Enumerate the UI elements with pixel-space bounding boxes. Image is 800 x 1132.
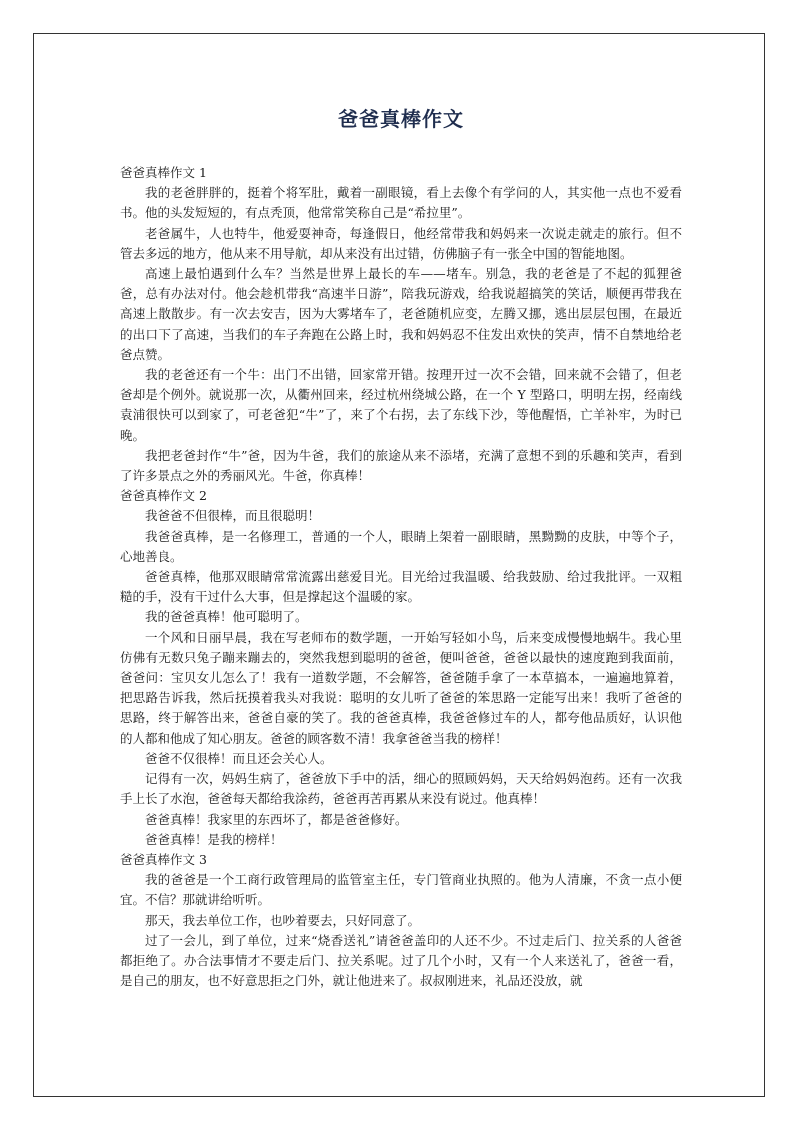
article-heading: 爸爸真棒作文 2: [120, 488, 207, 504]
paragraph: 高速上最怕遇到什么车？当然是世界上最长的车——堵车。别急，我的老爸是了不起的狐狸爸爸，总有办法对付。他会趁机带我“高速半日游”，陪我玩游戏，给我说超搞笑的笑话，顺便再带我在高速上散散步。有一次去安吉，因为大雾堵车了，老爸随机应变，左腾又挪，逃出层层包围，在最近的出口下了高速，当我们的车子奔跑在公路上时，我和妈妈忍不住发出欢快的笑声，情不自禁地给老爸点赞。: [120, 266, 682, 362]
paragraph: 记得有一次，妈妈生病了，爸爸放下手中的活，细心的照顾妈妈，天天给妈妈泡药。还有一次我手上长了水泡，爸爸每天都给我涂药，爸爸再苦再累从来没有说过。他真棒！: [120, 771, 682, 807]
paragraph: 我的爸爸是一个工商行政管理局的监管室主任，专门管商业执照的。他为人清廉，不贪一点小便宜。不信？那就讲给听听。: [120, 872, 682, 908]
paragraph: 爸爸真棒！我家里的东西坏了，都是爸爸修好。: [145, 811, 408, 827]
paragraph: 我的老爸还有一个牛：出门不出错，回家常开错。按理开过一次不会错，回来就不会错了，但老爸却是个例外。就说那一次，从衢州回来，经过杭州绕城公路，在一个 Y 型路口，明明左拐，经南线袁浦很快可以到家了，可老爸犯“牛”了，来了个右拐，去了东线下沙，等他醒悟，亡羊补牢，为时已晚。: [120, 367, 682, 443]
paragraph: 那天，我去单位工作，也吵着要去，只好同意了。: [145, 912, 421, 928]
paragraph: 我爸爸真棒，是一名修理工，普通的一个人，眼睛上架着一副眼睛，黑黝黝的皮肤，中等个子，心地善良。: [120, 528, 682, 564]
paragraph: 我的老爸胖胖的，挺着个将军肚，戴着一副眼镜，看上去像个有学问的人，其实他一点也不爱看书。他的头发短短的，有点秃顶，他常常笑称自己是“希拉里”。: [120, 185, 682, 221]
article-2: [120, 486, 682, 850]
document-title: 爸爸真棒作文: [338, 107, 464, 131]
article-heading: 爸爸真棒作文 3: [120, 851, 207, 867]
article-1: [120, 163, 682, 486]
article-heading: 爸爸真棒作文 1: [120, 165, 207, 180]
paragraph: 老爸属牛，人也特牛，他爱耍神奇，每逢假日，他经常带我和妈妈来一次说走就走的旅行。但不管去多远的地方，他从来不用导航，却从来没有出过错，仿佛脑子有一张全中国的智能地图。: [120, 225, 682, 261]
document-body: [120, 163, 682, 991]
paragraph: 我把老爸封作“牛”爸，因为牛爸，我们的旅途从来不添堵，充满了意想不到的乐趣和笑声，看到了许多景点之外的秀丽风光。牛爸，你真棒！: [120, 447, 682, 484]
paragraph: 爸爸真棒！是我的榜样！: [145, 831, 283, 847]
paragraph: 过了一会儿，到了单位，过来“烧香送礼”请爸爸盖印的人还不少。不过走后门、拉关系的人爸爸都拒绝了。办合法事情才不要走后门、拉关系呢。过了几个小时，又有一个人来送礼了，爸爸一看，是自己的朋友，也不好意思拒之门外，就让他进来了。叔叔刚进来，礼品还没放，就: [120, 932, 682, 989]
paragraph: 我的爸爸真棒！他可聪明了。: [145, 609, 308, 625]
article-3: [120, 850, 682, 991]
paragraph: 爸爸真棒，他那双眼睛常常流露出慈爱目光。目光给过我温暖、给我鼓励、给过我批评。一双粗糙的手，没有干过什么大事，但是撑起这个温暖的家。: [120, 569, 682, 605]
paragraph: 我爸爸不但很棒，而且很聪明！: [145, 508, 321, 524]
paragraph: 爸爸不仅很棒！而且还会关心人。: [145, 750, 333, 766]
paragraph: 一个风和日丽早晨，我在写老师布的数学题，一开始写轻如小鸟，后来变成慢慢地蜗牛。我心里仿佛有无数只兔子蹦来蹦去的，突然我想到聪明的爸爸，便叫爸爸，爸爸以最快的速度跑到我面前，爸爸问：宝贝女儿怎么了！我有一道数学题，不会解答，爸爸随手拿了一本草搞本，一遍遍地算着，把思路告诉我，然后抚摸着我头对我说：聪明的女儿听了爸爸的笨思路一定能写出来！我听了爸爸的思路，终于解答出来，爸爸自豪的笑了。我的爸爸真棒，我爸爸修过车的人，都夸他品质好，认识他的人都和他成了知心朋友。爸爸的顾客数不清！我拿爸爸当我的榜样！: [120, 629, 682, 746]
